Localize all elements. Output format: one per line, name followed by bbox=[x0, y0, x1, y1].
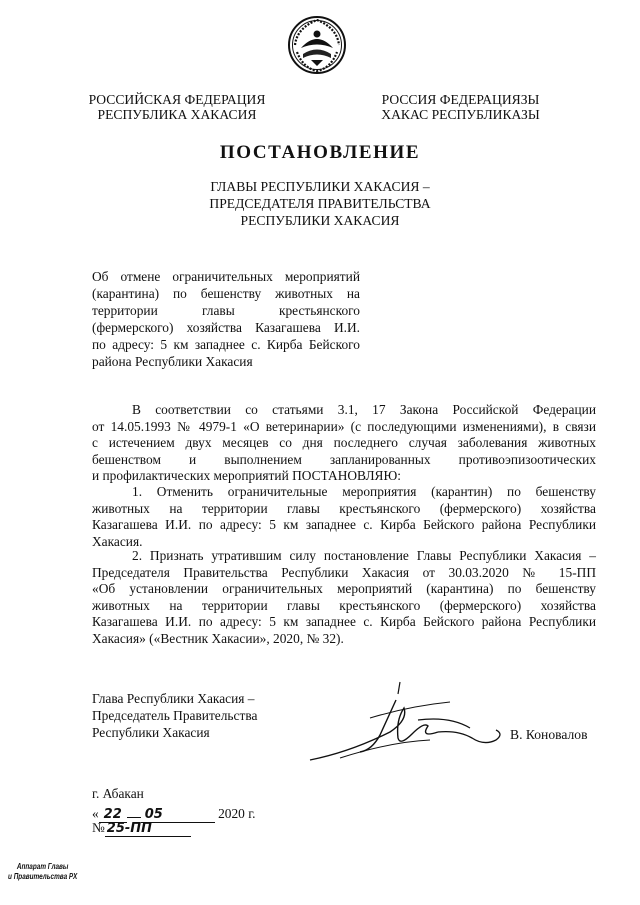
date-open-quote: « bbox=[92, 806, 99, 821]
item2-line: животных на территории главы крестьянского (фермерского) хозяйства bbox=[92, 597, 596, 613]
subject-line: района Республики Хакасия bbox=[92, 354, 253, 369]
preamble-line: и профилактических мероприятий ПОСТАНОВЛЯЮ: bbox=[92, 468, 401, 483]
subject-line: (фермерского) хозяйства Казагашева И.И. bbox=[92, 320, 360, 335]
preamble-line: от 14.05.1993 № 4979-1 «О ветеринарии» (с последующими изменениями), в связи bbox=[92, 418, 596, 434]
subject-line: (карантина) по бешенству животных на bbox=[92, 286, 360, 301]
document-subject bbox=[92, 268, 360, 370]
document-number bbox=[92, 820, 191, 837]
item2-line: «Об установлении ограничительных мероприятий (карантина) по бешенству bbox=[92, 581, 596, 596]
date-year: 2020 г. bbox=[218, 806, 256, 821]
issue-city: г. Абакан bbox=[92, 786, 144, 801]
signatory-position bbox=[92, 690, 257, 741]
subject-line: Об отмене ограничительных мероприятий bbox=[92, 269, 360, 284]
item1-line: Казагашева И.И. по адресу: 5 км западнее с. Кирба Бейского района Республики bbox=[92, 517, 596, 532]
subject-line: территории главы крестьянского bbox=[92, 303, 360, 318]
coat-of-arms-emblem bbox=[287, 14, 347, 76]
date-day: 22 bbox=[99, 807, 127, 823]
position-line: Председатель Правительства bbox=[92, 708, 258, 723]
position-line: Республики Хакасия bbox=[92, 725, 210, 740]
resolution-item-2 bbox=[92, 548, 596, 647]
header-right-line2: ХАКАС РЕСПУБЛИКАЗЫ bbox=[381, 107, 540, 122]
header-left-line2: РЕСПУБЛИКА ХАКАСИЯ bbox=[97, 107, 257, 122]
header-right-khakas bbox=[368, 92, 553, 122]
stamp-line: и Правительства РХ bbox=[8, 872, 78, 881]
number-value: 25-ПП bbox=[105, 821, 191, 837]
item2-line: Хакасия» («Вестник Хакасии», 2020, № 32). bbox=[92, 630, 344, 646]
item2-line: Казагашева И.И. по адресу: 5 км западнее с. Кирба Бейского района Республики bbox=[92, 614, 596, 629]
document-type-title: ПОСТАНОВЛЕНИЕ bbox=[219, 142, 421, 163]
item1-line: Хакасия. bbox=[92, 533, 143, 549]
issuer-line2: ПРЕДСЕДАТЕЛЯ ПРАВИТЕЛЬСТВА bbox=[209, 196, 431, 211]
item2-line: Председателя Правительства Республики Хакасия от 30.03.2020 № 15-ПП bbox=[92, 564, 596, 580]
resolution-item-1 bbox=[92, 484, 596, 550]
item2-line: 2. Признать утратившим силу постановление Главы Республики Хакасия – bbox=[132, 548, 596, 563]
stamp-line: Аппарат Главы bbox=[16, 862, 69, 871]
header-right-line1: РОССИЯ ФЕДЕРАЦИЯЗЫ bbox=[381, 92, 540, 107]
preamble-paragraph bbox=[92, 402, 596, 485]
signer-name: В. Коновалов bbox=[510, 727, 588, 742]
number-prefix: № bbox=[92, 820, 105, 835]
item1-line: 1. Отменить ограничительные мероприятия (карантин) по бешенству bbox=[132, 484, 596, 499]
issuer-subtitle bbox=[0, 178, 640, 229]
date-month: 05 bbox=[141, 807, 215, 823]
subject-line: по адресу: 5 км западнее с. Кирба Бейского bbox=[92, 337, 360, 352]
office-stamp bbox=[8, 862, 77, 882]
header-left-line1: РОССИЙСКАЯ ФЕДЕРАЦИЯ bbox=[88, 92, 266, 107]
preamble-line: с истечением двух месяцев со дня последнего случая заболевания животных bbox=[92, 435, 596, 450]
header-left-ru bbox=[82, 92, 272, 122]
issuer-line3: РЕСПУБЛИКИ ХАКАСИЯ bbox=[240, 213, 400, 228]
item1-line: животных на территории главы крестьянского (фермерского) хозяйства bbox=[92, 500, 596, 516]
preamble-line: бешенством и выполнением запланированных противоэпизоотических bbox=[92, 451, 596, 467]
handwritten-signature bbox=[300, 680, 510, 770]
date-gap bbox=[127, 802, 141, 818]
issuer-line1: ГЛАВЫ РЕСПУБЛИКИ ХАКАСИЯ – bbox=[210, 179, 430, 194]
position-line: Глава Республики Хакасия – bbox=[92, 691, 255, 706]
preamble-line: В соответствии со статьями 3.1, 17 Закона Российской Федерации bbox=[132, 402, 596, 417]
